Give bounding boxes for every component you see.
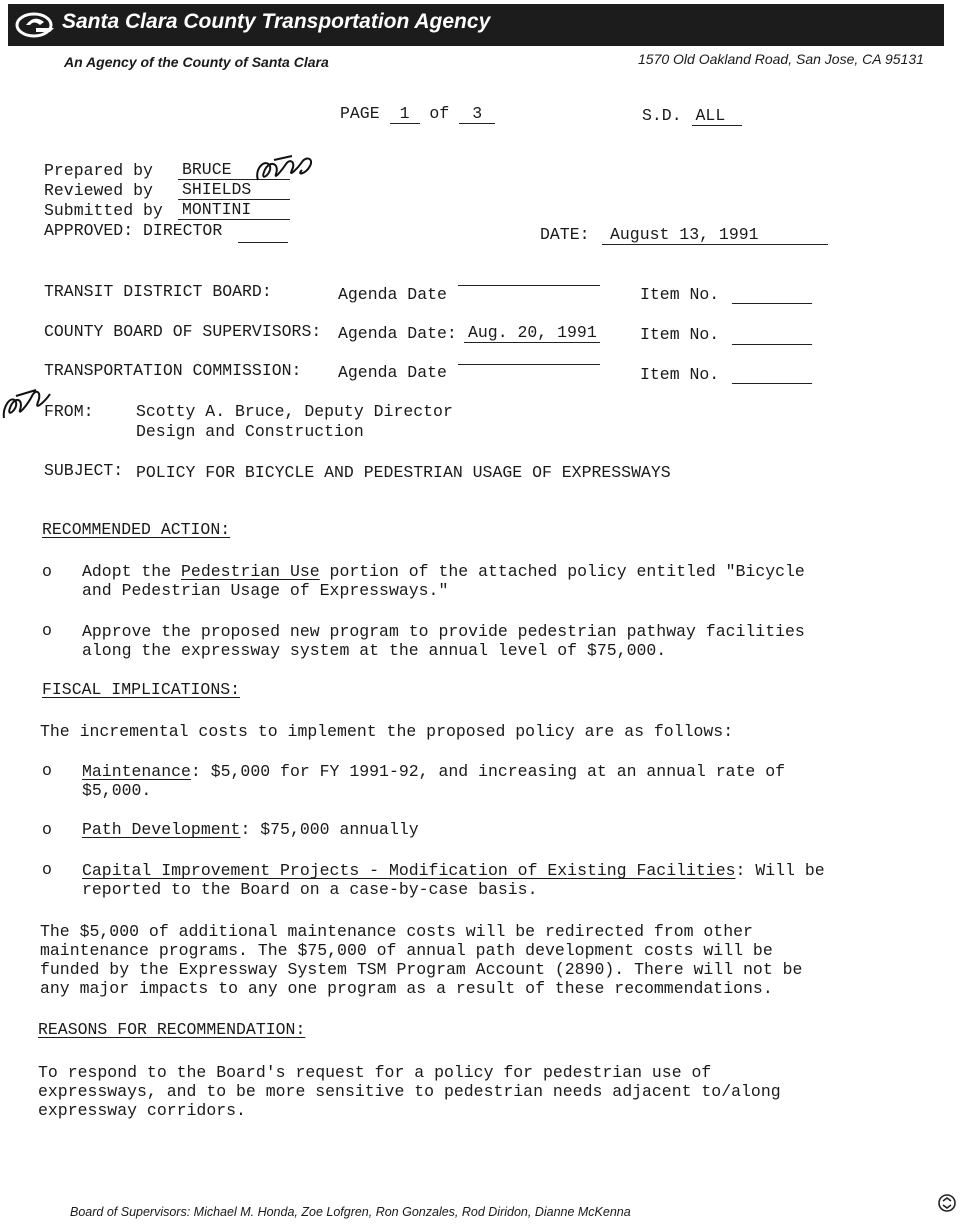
recommended-item-1-line2: and Pedestrian Usage of Expressways." xyxy=(82,581,449,600)
submitted-by-value: MONTINI xyxy=(178,201,290,220)
sd-value: ALL xyxy=(692,107,742,126)
fiscal-item-maintenance-term: Maintenance xyxy=(82,762,191,781)
fiscal-paragraph-line: any major impacts to any one program as a result of these recommendations. xyxy=(40,979,773,998)
county-board-label: COUNTY BOARD OF SUPERVISORS: xyxy=(44,322,322,341)
recommended-item-1-text-cont: portion of the attached policy entitled "Bicycle xyxy=(319,562,805,581)
recommended-item-2-line1: Approve the proposed new program to provide pedestrian pathway facilities xyxy=(82,622,805,641)
transit-agenda-value xyxy=(458,285,600,286)
bullet-marker: o xyxy=(42,562,52,581)
transit-item-blank xyxy=(732,287,812,304)
page-number: 1 xyxy=(390,105,420,124)
commission-item-label: Item No. xyxy=(640,365,720,384)
from-label: FROM: xyxy=(44,402,94,421)
county-agenda-value: Aug. 20, 1991 xyxy=(464,324,600,343)
agency-logo-icon xyxy=(14,10,58,40)
date-label: DATE: xyxy=(540,225,590,244)
commission-agenda-value xyxy=(458,364,600,365)
county-item-blank xyxy=(732,328,812,345)
recommended-item-2-line2: along the expressway system at the annual level of $75,000. xyxy=(82,641,667,660)
fiscal-paragraph-line: The $5,000 of additional maintenance costs will be redirected from other xyxy=(40,922,753,941)
recommended-heading: RECOMMENDED ACTION: xyxy=(42,520,231,539)
transit-agenda-label: Agenda Date xyxy=(338,285,447,304)
fiscal-item-capital-term: Capital Improvement Projects - Modification of Existing Facilities xyxy=(82,861,736,880)
initials-signature-icon xyxy=(252,150,322,190)
recommended-item-1-text: Adopt the xyxy=(82,562,182,581)
page-total: 3 xyxy=(459,105,495,124)
bullet-marker: o xyxy=(42,860,52,879)
fiscal-item-maintenance-line2: $5,000. xyxy=(82,781,152,800)
fiscal-item-path-term: Path Development xyxy=(82,820,241,839)
agency-address: 1570 Old Oakland Road, San Jose, CA 95131 xyxy=(638,51,924,67)
from-department: Design and Construction xyxy=(136,422,364,441)
bullet-marker: o xyxy=(42,761,52,780)
fiscal-item-maintenance-text: : $5,000 for FY 1991-92, and increasing at an annual rate of xyxy=(190,762,786,781)
reviewed-by-label: Reviewed by xyxy=(44,181,153,200)
recommended-item-1-term: Pedestrian Use xyxy=(181,562,320,581)
approved-label: APPROVED: DIRECTOR xyxy=(44,221,223,240)
date-value: August 13, 1991 xyxy=(602,226,828,245)
of-label: of xyxy=(429,104,450,123)
sd-label: S.D. xyxy=(642,106,682,125)
subject-text: POLICY FOR BICYCLE AND PEDESTRIAN USAGE OF EXPRESSWAYS xyxy=(136,463,671,482)
prepared-by-value: BRUCE xyxy=(178,161,290,180)
fiscal-item-capital xyxy=(82,861,825,899)
recommended-item-2 xyxy=(82,622,805,660)
reviewed-by-value: SHIELDS xyxy=(178,181,290,200)
prepared-by-label: Prepared by xyxy=(44,161,153,180)
fiscal-item-path xyxy=(82,820,419,839)
fiscal-intro: The incremental costs to implement the proposed policy are as follows: xyxy=(40,722,734,741)
page-indicator xyxy=(340,104,495,124)
submitted-by-label: Submitted by xyxy=(44,201,163,220)
fiscal-item-path-text: : $75,000 annually xyxy=(240,820,419,839)
board-of-supervisors-footer: Board of Supervisors: Michael M. Honda, Zoe Lofgren, Ron Gonzales, Rod Diridon, Dianne McKenna xyxy=(70,1205,631,1219)
fiscal-item-capital-line2: reported to the Board on a case-by-case basis. xyxy=(82,880,538,899)
transit-item-label: Item No. xyxy=(640,285,720,304)
recycled-paper-icon xyxy=(937,1193,957,1213)
reasons-heading: REASONS FOR RECOMMENDATION: xyxy=(38,1020,306,1039)
reasons-line: To respond to the Board's request for a policy for pedestrian use of xyxy=(38,1063,712,1082)
bullet-marker: o xyxy=(42,820,52,839)
reasons-paragraph xyxy=(38,1063,781,1120)
page-label: PAGE xyxy=(340,104,380,123)
commission-agenda-label: Agenda Date xyxy=(338,363,447,382)
fiscal-item-capital-text: : Will be xyxy=(735,861,825,880)
fiscal-paragraph-line: funded by the Expressway System TSM Program Account (2890). There will not be xyxy=(40,960,803,979)
recommended-item-1 xyxy=(82,562,805,600)
bullet-marker: o xyxy=(42,621,52,640)
sd-indicator xyxy=(642,106,742,126)
commission-label: TRANSPORTATION COMMISSION: xyxy=(44,361,302,380)
reasons-line: expressways, and to be more sensitive to pedestrian needs adjacent to/along xyxy=(38,1082,781,1101)
subject-label: SUBJECT: xyxy=(44,461,124,480)
agency-name: Santa Clara County Transportation Agency xyxy=(62,10,491,33)
agency-subtitle: An Agency of the County of Santa Clara xyxy=(64,54,329,70)
approved-blank xyxy=(238,226,288,243)
reasons-line: expressway corridors. xyxy=(38,1101,246,1120)
commission-item-blank xyxy=(732,367,812,384)
fiscal-item-maintenance xyxy=(82,762,785,800)
transit-board-label: TRANSIT DISTRICT BOARD: xyxy=(44,282,272,301)
fiscal-heading: FISCAL IMPLICATIONS: xyxy=(42,680,241,699)
from-name: Scotty A. Bruce, Deputy Director xyxy=(136,402,453,421)
fiscal-paragraph-line: maintenance programs. The $75,000 of annual path development costs will be xyxy=(40,941,773,960)
county-agenda-label: Agenda Date: xyxy=(338,324,457,343)
county-item-label: Item No. xyxy=(640,325,720,344)
fiscal-paragraph xyxy=(40,922,802,998)
